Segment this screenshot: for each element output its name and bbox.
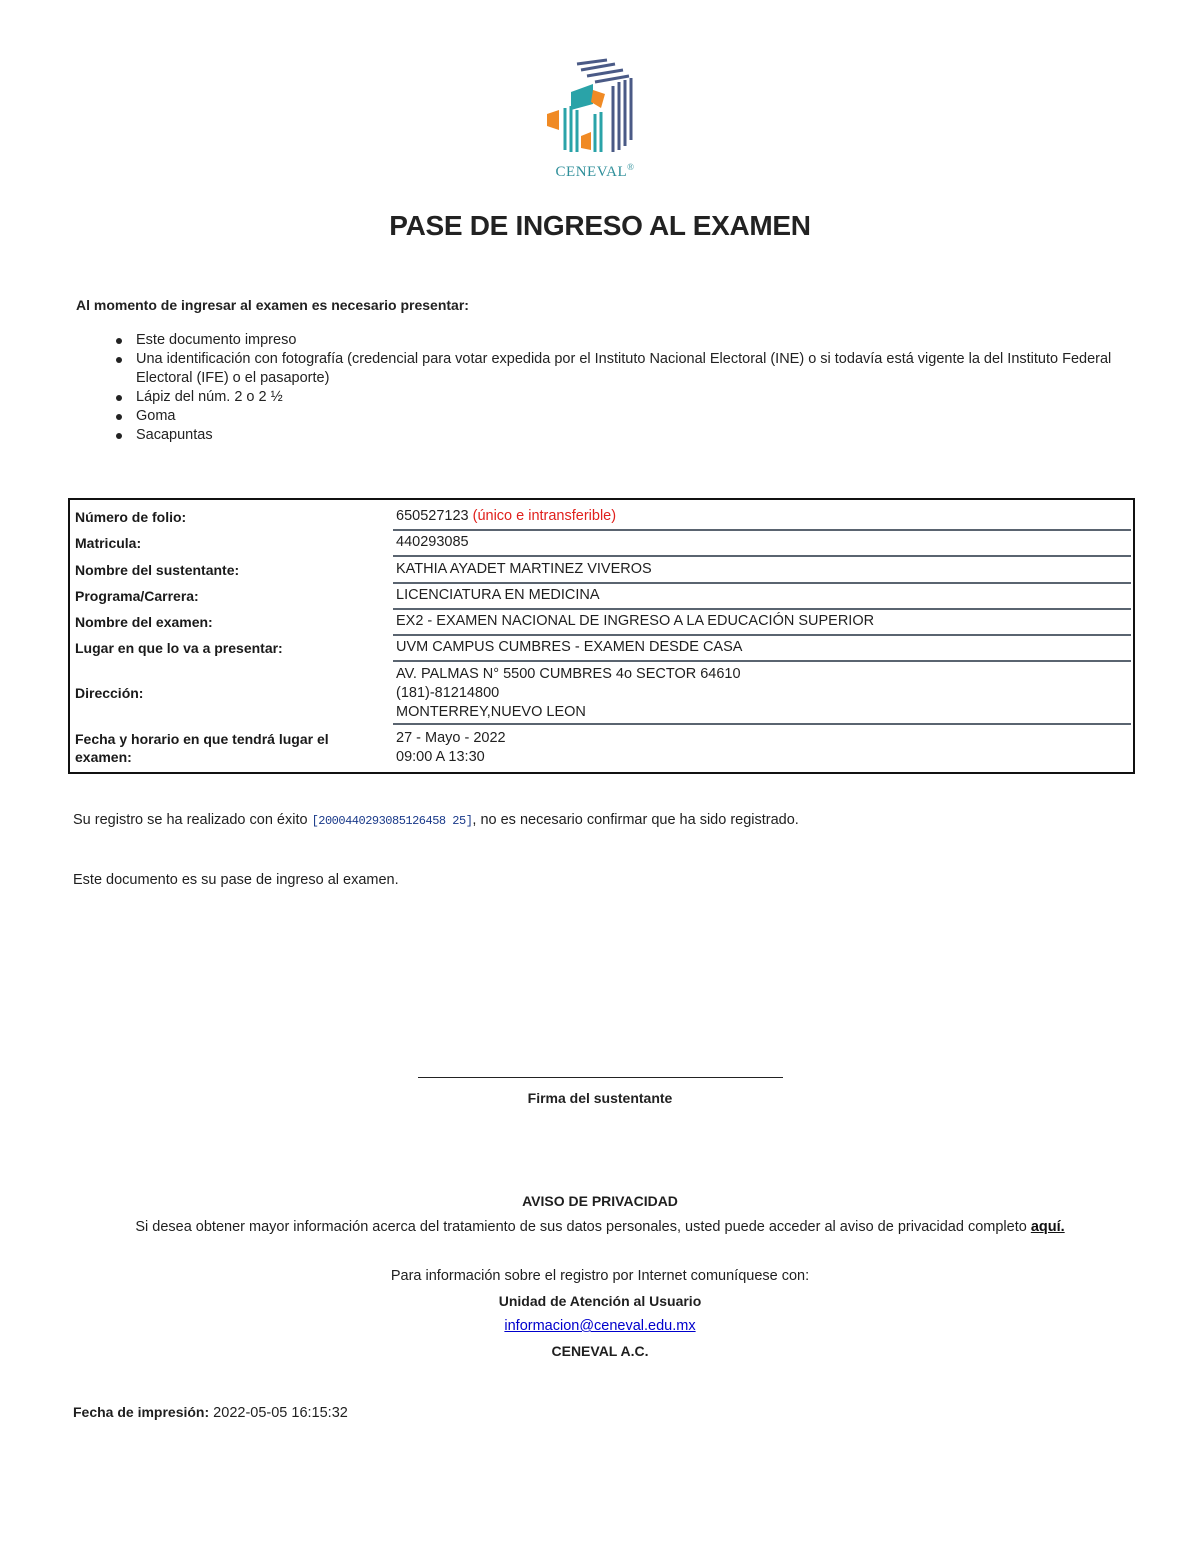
- row-divider: [393, 582, 1131, 584]
- examen-value: EX2 - EXAMEN NACIONAL DE INGRESO A LA EDUCACIÓN SUPERIOR: [396, 613, 875, 629]
- ceneval-logo-icon: [535, 52, 655, 162]
- row-divider: [393, 608, 1131, 610]
- folio-note: (único e intransferible): [472, 508, 617, 524]
- pass-statement: Este documento es su pase de ingreso al examen.: [73, 872, 399, 888]
- nombre-label: Nombre del sustentante:: [75, 562, 240, 578]
- nombre-value: KATHIA AYADET MARTINEZ VIVEROS: [396, 561, 652, 577]
- print-date: [73, 1404, 348, 1421]
- fecha-examen-label: Fecha y horario en que tendrá lugar el examen:: [75, 731, 329, 765]
- row-divider: [393, 660, 1131, 662]
- row-divider: [393, 723, 1131, 725]
- privacy-link[interactable]: aquí.: [1030, 1219, 1065, 1235]
- ceneval-logo: [535, 52, 655, 182]
- matricula-value: 440293085: [396, 534, 469, 550]
- page-title: PASE DE INGRESO AL EXAMEN: [389, 210, 811, 241]
- print-date-value: 2022-05-05 16:15:32: [209, 1405, 348, 1421]
- bullet-icon: [116, 433, 122, 439]
- bullet-icon: [116, 338, 122, 344]
- list-item: Sacapuntas: [116, 426, 1116, 445]
- examen-label: Nombre del examen:: [75, 614, 213, 630]
- contact-org: CENEVAL A.C.: [551, 1343, 649, 1359]
- list-item: Goma: [116, 407, 1116, 426]
- registration-confirmation: Su registro se ha realizado con éxito [2000440293085126458 25], no es necesario confirmar que ha sido registrado.: [73, 812, 799, 828]
- print-date-label: Fecha de impresión:: [73, 1404, 210, 1420]
- exam-info-table: [68, 498, 1135, 774]
- bullet-icon: [116, 414, 122, 420]
- table-row: [70, 532, 1133, 558]
- row-divider: [393, 634, 1131, 636]
- programa-value: LICENCIATURA EN MEDICINA: [396, 587, 600, 603]
- folio-value: 650527123 (único e intransferible): [396, 508, 617, 524]
- row-divider: [393, 529, 1131, 531]
- bullet-icon: [116, 395, 122, 401]
- direccion-value: AV. PALMAS N° 5500 CUMBRES 4o SECTOR 64610 (181)-81214800 MONTERREY,NUEVO LEON: [396, 666, 741, 720]
- row-divider: [393, 555, 1131, 557]
- bullet-icon: [116, 357, 122, 363]
- privacy-heading: AVISO DE PRIVACIDAD: [522, 1193, 678, 1209]
- table-row: [70, 506, 1133, 532]
- logo-text: CENEVAL®: [555, 162, 635, 180]
- requirements-intro: Al momento de ingresar al examen es necesario presentar:: [76, 297, 469, 313]
- table-row: [70, 559, 1133, 585]
- contact-intro: Para información sobre el registro por Internet comuníquese con:: [390, 1268, 810, 1284]
- signature-line: [418, 1077, 783, 1078]
- list-item: Este documento impreso: [116, 331, 1116, 350]
- table-row: [70, 637, 1133, 663]
- privacy-text: Si desea obtener mayor información acerca del tratamiento de sus datos personales, usted puede acceder al aviso de privacidad completo aquí.: [135, 1219, 1065, 1235]
- direccion-label: Dirección:: [75, 685, 144, 701]
- contact-email-wrap: [0, 1318, 1200, 1334]
- requirements-list: [116, 331, 1116, 445]
- table-row: [70, 664, 1133, 726]
- list-item: Lápiz del núm. 2 o 2 ½: [116, 388, 1116, 407]
- table-row: [70, 611, 1133, 637]
- lugar-label: Lugar en que lo va a presentar:: [75, 640, 283, 656]
- contact-email-link[interactable]: informacion@ceneval.edu.mx: [504, 1318, 696, 1334]
- contact-unit: Unidad de Atención al Usuario: [498, 1293, 702, 1309]
- programa-label: Programa/Carrera:: [75, 588, 199, 604]
- table-row: [70, 728, 1133, 770]
- folio-label: Número de folio:: [75, 509, 187, 525]
- lugar-value: UVM CAMPUS CUMBRES - EXAMEN DESDE CASA: [396, 639, 743, 655]
- matricula-label: Matricula:: [75, 535, 142, 551]
- signature-label: Firma del sustentante: [527, 1090, 673, 1106]
- registration-code: [2000440293085126458 25]: [311, 814, 473, 828]
- fecha-examen-value: 27 - Mayo - 2022 09:00 A 13:30: [396, 730, 506, 765]
- list-item: Una identificación con fotografía (credencial para votar expedida por el Instituto Nacional Electoral (INE) o si todavía está vigente la del Instituto Federal Electoral (IFE) o el pasaporte): [116, 350, 1116, 388]
- table-row: [70, 585, 1133, 611]
